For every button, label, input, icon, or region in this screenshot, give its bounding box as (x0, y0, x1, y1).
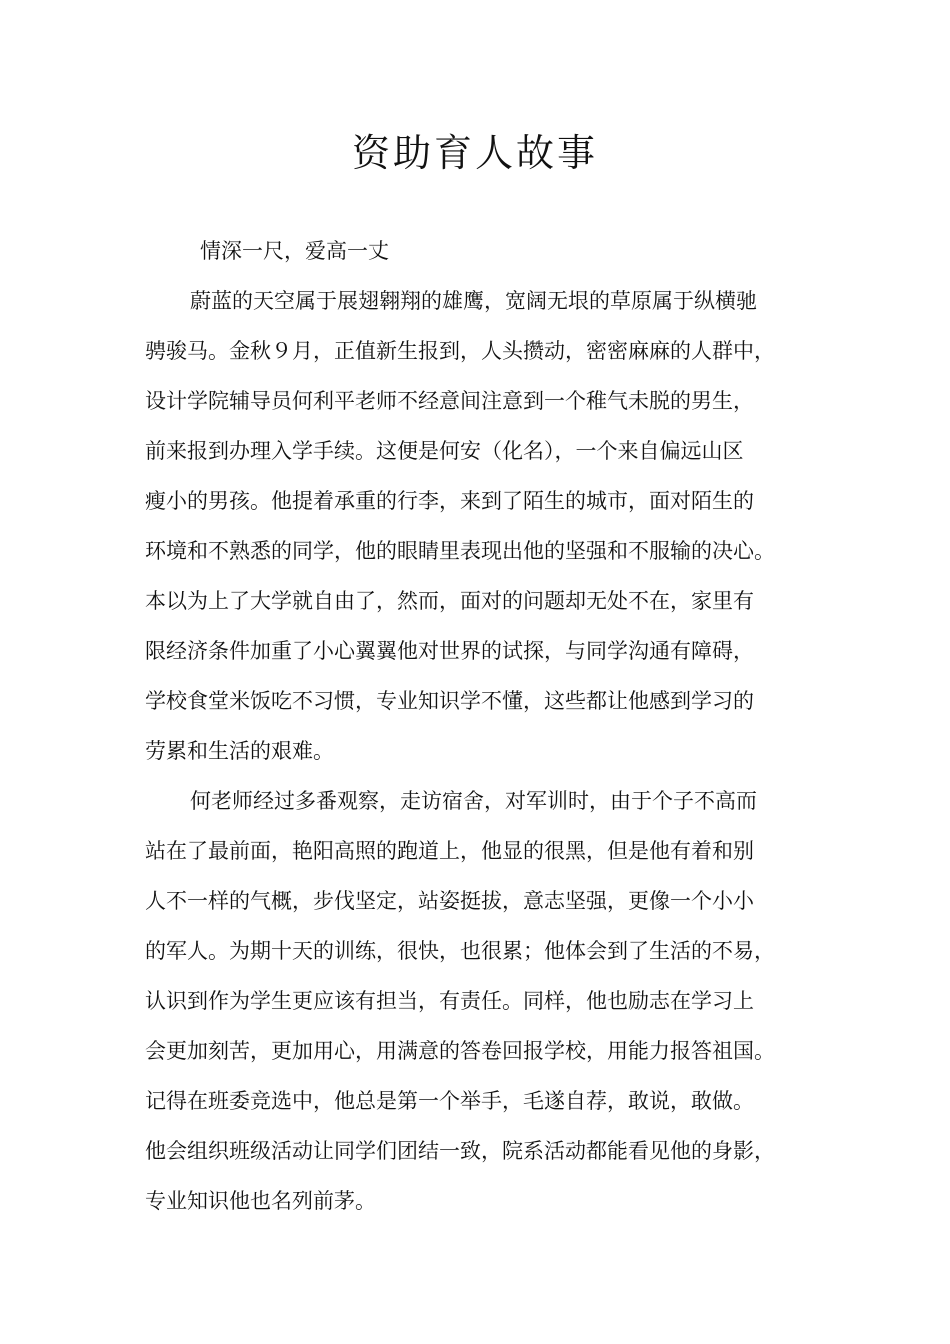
paragraph-line: 劳累和生活的艰难。 (145, 739, 334, 763)
paragraph-line: 的军人。为期十天的训练，很快，也很累；他体会到了生活的不易， (145, 939, 775, 963)
document-subtitle: 情深一尺，爱高一丈 (200, 239, 389, 263)
paragraph-line: 何老师经过多番观察，走访宿舍，对军训时，由于个子不高而 (190, 789, 757, 813)
paragraph-line: 人不一样的气概，步伐坚定，站姿挺拔，意志坚强，更像一个小小 (145, 889, 754, 913)
paragraph-line: 站在了最前面，艳阳高照的跑道上，他显的很黑，但是他有着和别 (145, 839, 754, 863)
paragraph-line: 专业知识他也名列前茅。 (145, 1189, 376, 1213)
paragraph-line: 蔚蓝的天空属于展翅翱翔的雄鹰，宽阔无垠的草原属于纵横驰 (190, 289, 757, 313)
document-title: 资助育人故事 (351, 131, 598, 175)
paragraph-line: 环境和不熟悉的同学，他的眼睛里表现出他的坚强和不服输的决心。 (145, 539, 775, 563)
paragraph-line: 他会组织班级活动让同学们团结一致，院系活动都能看见他的身影， (145, 1139, 775, 1163)
paragraph-line: 记得在班委竞选中，他总是第一个举手，毛遂自荐，敢说，敢做。 (145, 1089, 754, 1113)
paragraph-line: 设计学院辅导员何利平老师不经意间注意到一个稚气未脱的男生， (145, 389, 754, 413)
paragraph-line: 骋骏马。金秋９月，正值新生报到，人头攒动，密密麻麻的人群中， (145, 339, 775, 363)
paragraph-line: 前来报到办理入学手续。这便是何安（化名），一个来自偏远山区 (145, 439, 744, 463)
paragraph-line: 认识到作为学生更应该有担当，有责任。同样，他也励志在学习上 (145, 989, 754, 1013)
paragraph-line: 瘦小的男孩。他提着承重的行李，来到了陌生的城市，面对陌生的 (145, 489, 754, 513)
paragraph-line: 本以为上了大学就自由了，然而，面对的问题却无处不在，家里有 (145, 589, 754, 613)
paragraph-line: 学校食堂米饭吃不习惯，专业知识学不懂，这些都让他感到学习的 (145, 689, 754, 713)
paragraph-line: 限经济条件加重了小心翼翼他对世界的试探，与同学沟通有障碍， (145, 639, 754, 663)
paragraph-line: 会更加刻苦，更加用心，用满意的答卷回报学校，用能力报答祖国。 (145, 1039, 775, 1063)
